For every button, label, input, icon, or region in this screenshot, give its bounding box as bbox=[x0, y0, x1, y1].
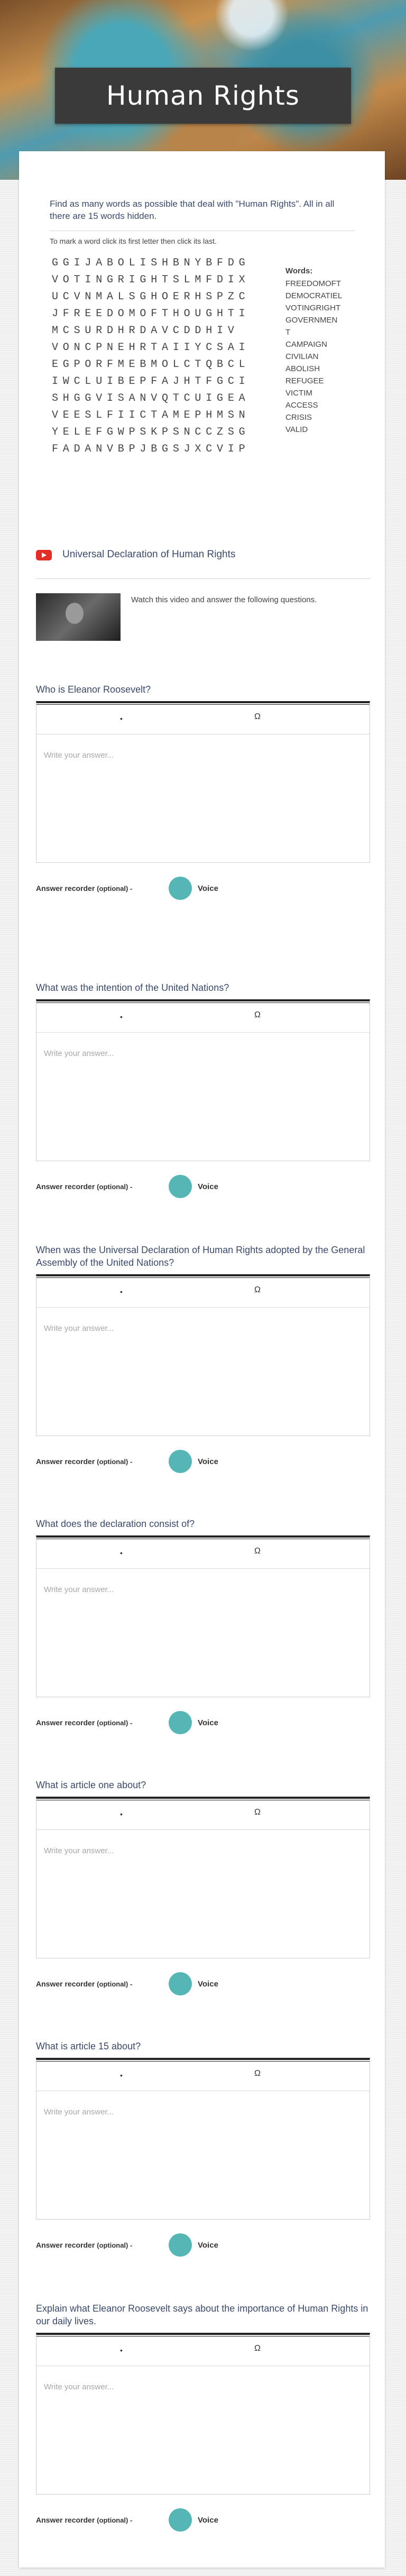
word-list-item: CRISIS bbox=[285, 413, 312, 422]
answer-recorder bbox=[36, 2508, 370, 2534]
question-block bbox=[36, 670, 370, 902]
editor-toolbar bbox=[36, 1799, 370, 1830]
question-block bbox=[36, 1505, 370, 1736]
voice-label: Voice bbox=[198, 1182, 218, 1191]
record-voice-button[interactable] bbox=[169, 2233, 192, 2257]
word-list-item: REFUGEE bbox=[285, 376, 324, 385]
question-title: What is article 15 about? bbox=[36, 2041, 141, 2051]
recorder-label bbox=[36, 1457, 132, 1466]
answer-editor[interactable] bbox=[36, 2333, 370, 2495]
grid-row[interactable]: IWCLUIBEPFAJHTFGCI bbox=[52, 375, 250, 388]
recorder-optional: (optional) - bbox=[97, 2241, 133, 2249]
recorder-label bbox=[36, 1718, 132, 1727]
video-section-header bbox=[36, 545, 370, 566]
wordsearch-intro: Find as many words as possible that deal with "Human Rights". All in all there are 15 words hidden. bbox=[50, 199, 335, 221]
bullet-list-button[interactable]: • bbox=[120, 1287, 123, 1296]
voice-label: Voice bbox=[198, 2516, 218, 2525]
word-list-item: VALID bbox=[285, 425, 308, 434]
bullet-list-button[interactable]: • bbox=[120, 714, 123, 723]
recorder-label bbox=[36, 2516, 132, 2524]
youtube-icon bbox=[36, 550, 52, 560]
bullet-list-button[interactable]: • bbox=[120, 1549, 123, 1557]
editor-toolbar bbox=[36, 1001, 370, 1033]
voice-label: Voice bbox=[198, 884, 218, 893]
question-block bbox=[36, 2302, 370, 2534]
answer-editor[interactable] bbox=[36, 999, 370, 1161]
recorder-label bbox=[36, 2241, 132, 2249]
recorder-label-text: Answer recorder bbox=[36, 1718, 95, 1727]
editor-toolbar bbox=[36, 2335, 370, 2366]
question-title: Who is Eleanor Roosevelt? bbox=[36, 684, 151, 695]
special-characters-button[interactable]: Ω bbox=[254, 2069, 261, 2078]
recorder-label bbox=[36, 1980, 132, 1988]
grid-row[interactable]: SHGGVISANVQTCUIGEA bbox=[52, 392, 250, 404]
recorder-label-text: Answer recorder bbox=[36, 1457, 95, 1466]
word-list-item: GOVERNMEN bbox=[285, 316, 338, 325]
grid-row[interactable]: UCVNMALSGHOERHSPZC bbox=[52, 291, 250, 303]
record-voice-button[interactable] bbox=[169, 877, 192, 900]
record-voice-button[interactable] bbox=[169, 1175, 192, 1198]
answer-editor[interactable] bbox=[36, 2058, 370, 2220]
recorder-optional: (optional) - bbox=[97, 1458, 133, 1466]
video-instruction: Watch this video and answer the following questions. bbox=[131, 595, 317, 604]
question-block bbox=[36, 1244, 370, 1475]
question-title: Explain what Eleanor Roosevelt says about the importance of Human Rights in our daily lives. bbox=[36, 2303, 368, 2326]
record-voice-button[interactable] bbox=[169, 2508, 192, 2532]
recorder-optional: (optional) - bbox=[97, 885, 133, 893]
grid-row[interactable]: FADANVBPJBGSJXCVIP bbox=[52, 443, 250, 455]
answer-recorder bbox=[36, 877, 370, 902]
recorder-label-text: Answer recorder bbox=[36, 1182, 95, 1191]
question-title: What was the intention of the United Nations? bbox=[36, 982, 229, 993]
wordsearch-instruction: To mark a word click its first letter then click its last. bbox=[50, 237, 217, 245]
page-title: Human Rights bbox=[55, 68, 351, 124]
special-characters-button[interactable]: Ω bbox=[254, 1010, 261, 1019]
editor-toolbar bbox=[36, 703, 370, 734]
worksheet-card bbox=[19, 151, 385, 2568]
word-list-item: ABOLISH bbox=[285, 364, 320, 373]
grid-row[interactable]: JFREEDOMOFTHOUGHTI bbox=[52, 308, 250, 320]
word-list-title: Words: bbox=[285, 266, 313, 275]
answer-input[interactable]: Write your answer... bbox=[44, 1049, 114, 1058]
recorder-label bbox=[36, 1182, 132, 1191]
record-voice-button[interactable] bbox=[169, 1711, 192, 1734]
question-block bbox=[36, 2027, 370, 2259]
word-list-item: VOTINGRIGHT bbox=[285, 303, 341, 312]
question-block bbox=[36, 969, 370, 1200]
record-voice-button[interactable] bbox=[169, 1450, 192, 1473]
question-title: What is article one about? bbox=[36, 1780, 146, 1790]
answer-editor[interactable] bbox=[36, 1274, 370, 1436]
recorder-label-text: Answer recorder bbox=[36, 2241, 95, 2249]
recorder-optional: (optional) - bbox=[97, 1980, 133, 1988]
question-title: What does the declaration consist of? bbox=[36, 1519, 195, 1529]
special-characters-button[interactable]: Ω bbox=[254, 1547, 261, 1556]
answer-input[interactable]: Write your answer... bbox=[44, 2382, 114, 2391]
voice-label: Voice bbox=[198, 1718, 218, 1727]
bullet-list-button[interactable]: • bbox=[120, 2346, 123, 2354]
answer-recorder bbox=[36, 1450, 370, 1475]
word-list-item: ACCESS bbox=[285, 401, 318, 410]
special-characters-button[interactable]: Ω bbox=[254, 1285, 261, 1294]
answer-recorder bbox=[36, 2233, 370, 2259]
record-voice-button[interactable] bbox=[169, 1972, 192, 1995]
editor-toolbar bbox=[36, 1538, 370, 1569]
voice-label: Voice bbox=[198, 1980, 218, 1989]
word-list bbox=[285, 266, 365, 436]
bullet-list-button[interactable]: • bbox=[120, 1810, 123, 1818]
answer-input[interactable]: Write your answer... bbox=[44, 1585, 114, 1594]
special-characters-button[interactable]: Ω bbox=[254, 712, 261, 721]
answer-input[interactable]: Write your answer... bbox=[44, 1846, 114, 1855]
video-title[interactable]: Universal Declaration of Human Rights bbox=[62, 549, 236, 560]
answer-recorder bbox=[36, 1972, 370, 1998]
grid-row[interactable]: EGPORFMEBMOLCTQBCL bbox=[52, 358, 250, 371]
recorder-label-text: Answer recorder bbox=[36, 2516, 95, 2524]
grid-row[interactable]: VONCPNEHRTAIIYCSAI bbox=[52, 342, 250, 354]
answer-input[interactable]: Write your answer... bbox=[44, 1324, 114, 1333]
word-list-item: CIVILIAN bbox=[285, 352, 319, 361]
answer-recorder bbox=[36, 1711, 370, 1736]
answer-editor[interactable] bbox=[36, 1535, 370, 1697]
recorder-label bbox=[36, 884, 132, 893]
answer-input[interactable]: Write your answer... bbox=[44, 751, 114, 760]
word-list-item: CAMPAIGN bbox=[285, 340, 327, 349]
special-characters-button[interactable]: Ω bbox=[254, 2344, 261, 2353]
voice-label: Voice bbox=[198, 2241, 218, 2250]
recorder-optional: (optional) - bbox=[97, 1183, 133, 1191]
answer-editor[interactable] bbox=[36, 701, 370, 863]
recorder-optional: (optional) - bbox=[97, 2516, 133, 2524]
recorder-optional: (optional) - bbox=[97, 1719, 133, 1727]
editor-toolbar bbox=[36, 2060, 370, 2091]
grid-row[interactable]: VOTINGRIGHTSLMFDIX bbox=[52, 274, 250, 286]
word-list-item: VICTIM bbox=[285, 389, 312, 398]
grid-row[interactable]: YELEFGWPSKPSNCCZSG bbox=[52, 426, 250, 438]
grid-row[interactable]: VEESLFIICTAMEPHMSN bbox=[52, 409, 250, 421]
wordsearch-grid[interactable] bbox=[52, 255, 250, 458]
special-characters-button[interactable]: Ω bbox=[254, 1808, 261, 1817]
answer-recorder bbox=[36, 1175, 370, 1200]
recorder-label-text: Answer recorder bbox=[36, 884, 95, 893]
word-list-item: DEMOCRATIEL bbox=[285, 291, 343, 300]
grid-row[interactable]: GGIJABOLISHBNYBFDG bbox=[52, 257, 250, 269]
bullet-list-button[interactable]: • bbox=[120, 2071, 123, 2080]
editor-toolbar bbox=[36, 1276, 370, 1308]
answer-editor[interactable] bbox=[36, 1797, 370, 1958]
video-thumbnail[interactable] bbox=[36, 593, 121, 641]
voice-label: Voice bbox=[198, 1457, 218, 1466]
bullet-list-button[interactable]: • bbox=[120, 1013, 123, 1021]
grid-row[interactable]: MCSURDHRDAVCDDHIV bbox=[52, 325, 239, 337]
question-block bbox=[36, 1766, 370, 1998]
divider bbox=[36, 578, 370, 579]
word-list-item: T bbox=[285, 328, 291, 337]
recorder-label-text: Answer recorder bbox=[36, 1980, 95, 1988]
question-title: When was the Universal Declaration of Human Rights adopted by the General Assembly of the United Nations? bbox=[36, 1245, 365, 1268]
word-list-item: FREEDOMOFT bbox=[285, 279, 341, 288]
answer-input[interactable]: Write your answer... bbox=[44, 2108, 114, 2117]
